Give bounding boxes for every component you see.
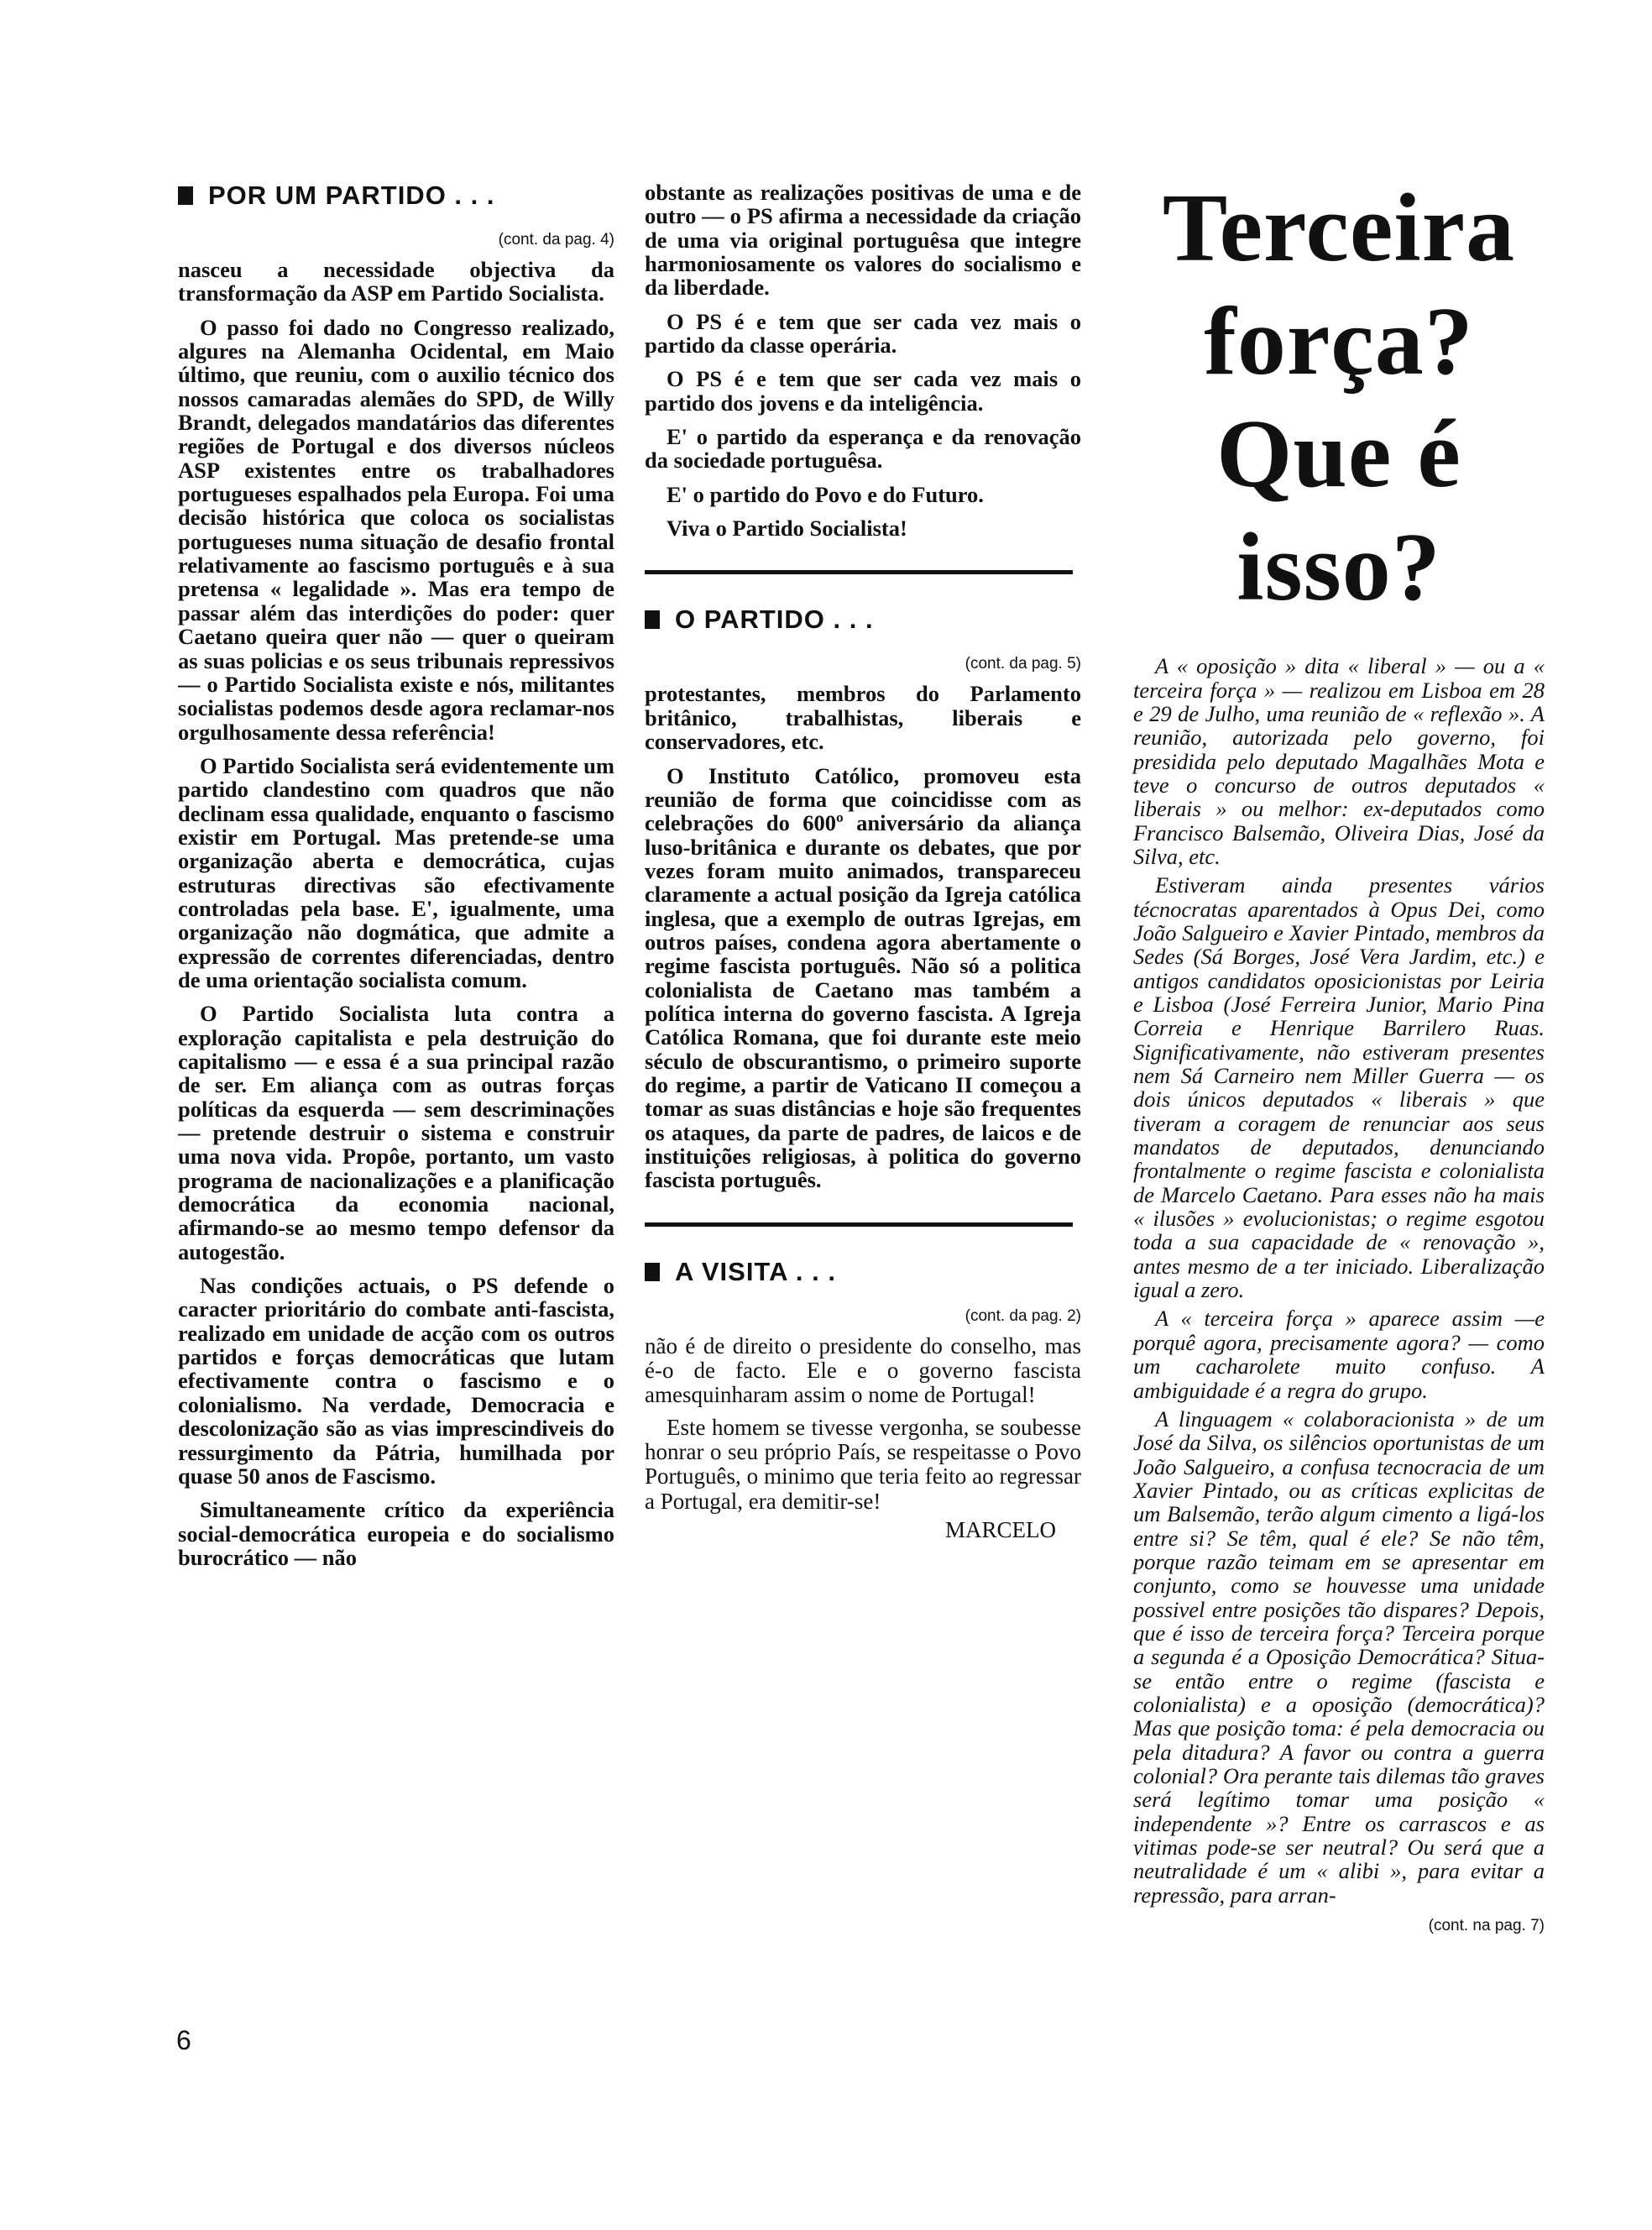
continuation-note: (cont. da pag. 5) (965, 655, 1081, 673)
article-heading: O PARTIDO . . . (675, 605, 874, 635)
paragraph: nasceu a necessidade objectiva da transformação da ASP em Partido Socialista. (178, 257, 614, 306)
paragraph: O Partido Socialista luta contra a exploração capitalista e pela destruição do capitalismo — e essa é a sua principal razão de ser. Em aliança com as outras forças políticas da esquerda — sem descriminações — pretende destruir o sistema e construir uma nova vida. Propôe, portanto, um vasto programa de nacionalizações e a planificação democrática da economia nacional, afirmando-se ao mesmo tempo defensor da autogestão. (178, 1001, 614, 1264)
square-bullet-icon (645, 1263, 660, 1281)
page-number: 6 (176, 2025, 191, 2055)
signature: MARCELO (944, 1516, 1056, 1542)
paragraph: O Partido Socialista será evidentemente um partido clandestino com quadros que não declinam essa qualidade, enquanto o fascismo existir em Portugal. Mas pretende-se uma organização aberta e democrática, cujas estruturas directivas são efectivamente controladas pela base. E', igualmente, uma organização não dogmática, que admite a expressão de correntes diferenciadas, dentro de uma orientação socialista comum. (178, 752, 614, 992)
article-heading: A VISITA . . . (675, 1256, 836, 1286)
headline-line: força? (1204, 287, 1474, 395)
continuation-note: (cont. na pag. 7) (1428, 1917, 1545, 1935)
paragraph: Estiveram ainda presentes vários técnocratas aparentados à Opus Dei, como João Salgueiro e Xavier Pintado, membros da Sedes (Sá Borges, José Vera Jardim, etc.) e antigos candidatos oposicionistas por Leiria e Lisboa (José Ferreira Junior, Mario Pina Correia e Henrique Barrilero Ruas. Significativamente, não estiveram presentes nem Sá Carneiro nem Miller Guerra — os dois únicos deputados « liberais » que tiveram a coragem de renunciar aos seus mandatos de deputados, denunciando frontalmente o regime fascista e colonialista de Marcelo Caetano. Para esses não ha mais « ilusões » evolucionistas; o regime esgotou toda a sua capacidade de « renovação », antes mesmo de a ter iniciado. Liberalização igual a zero. (1133, 872, 1545, 1303)
paragraph: Simultaneamente crítico da experiência social-democrática europeia e do socialismo burocrático — não (178, 1497, 614, 1570)
article-body (1133, 654, 1545, 1907)
middle-column (645, 181, 1081, 1543)
paragraph: O PS é e tem que ser cada vez mais o partido da classe operária. (645, 308, 1081, 359)
paragraph: não é de direito o presidente do conselho, mas é-o de facto. Ele e o governo fascista amesquinharam assim o nome de Portugal! (645, 1332, 1081, 1407)
article-heading: POR UM PARTIDO . . . (208, 181, 495, 210)
square-bullet-icon (178, 186, 193, 205)
headline-line: Que é isso? (1216, 400, 1461, 621)
paragraph: E' o partido do Povo e do Futuro. (667, 481, 984, 507)
headline (1133, 172, 1545, 624)
article-terceira-forca (1133, 172, 1545, 1944)
section-heading (178, 181, 614, 211)
headline-line: Terceira (1162, 175, 1516, 282)
paragraph: A linguagem « colaboracionista » de um José da Silva, os silêncios oportunistas de um João Salgueiro, a confusa tecnocracia de um Xavier Pintado, ou as críticas explicitas de um Balsemão, terão algum cimento a ligá-los entre si? Se têm, qual é ele? Se não têm, porque razão teimam em se apresentar em conjunto, como se houvesse uma unidade possivel entre posições tão dispares? Depois, que é isso de terceira força? Terceira porque a segunda é a Oposição Democrática? Situa-se então entre o regime (fascista e colonialista) e a oposição (democrática)? Mas que posição toma: é pela democracia ou pela ditadura? A favor ou contra a guerra colonial? Ora perante tais dilemas tão graves será legítimo tomar uma posição « independente »? Entre os carrascos e as vitimas pode-se ser neutral? Ou será que a neutralidade é um « alibi », para evitar a repressão, para arran- (1133, 1406, 1545, 1908)
paragraph: obstante as realizações positivas de uma e de outro — o PS afirma a necessidade da criação de uma via original portuguêsa que integre harmoniosamente os valores do socialismo e da liberdade. (645, 180, 1081, 301)
section-heading (645, 605, 1081, 635)
article-body (645, 1334, 1081, 1514)
paragraph: A « terceira força » aparece assim —e porquê agora, precisamente agora? — como um cacharolete muito confuso. A ambiguidade é a regra do grupo. (1133, 1306, 1545, 1403)
continuation-note: (cont. da pag. 2) (965, 1306, 1081, 1325)
paragraph: Viva o Partido Socialista! (667, 516, 907, 542)
article-body (645, 682, 1081, 1191)
section-divider (645, 570, 1073, 574)
square-bullet-icon (645, 610, 660, 629)
paragraph: Este homem se tivesse vergonha, se soubesse honrar o seu próprio País, se respeitasse o Povo Português, o minimo que teria feito ao regressar a Portugal, era demitir-se! (645, 1415, 1081, 1514)
paragraph: O Instituto Católico, promoveu esta reunião de forma que coincidisse com as celebrações do 600º aniversário da aliança luso-britânica e durante os debates, que por vezes foram muito animados, transpareceu claramente a actual posição da Igreja católica inglesa, que a exemplo de outras Igrejas, em outros países, condena agora abertamente o regime fascista português. Não só a politica colonialista de Caetano mas também a política interna do governo fascista. A Igreja Católica Romana, que foi durante este meio século de obscurantismo, o primeiro suporte do regime, a partir de Vaticano II começou a tomar as suas distâncias e hoje são frequentes os ataques, da parte de padres, de laicos e de instituições religiosas, à politica do governo fascista português. (645, 762, 1081, 1193)
paragraph: O PS é e tem que ser cada vez mais o partido dos jovens e da inteligência. (645, 366, 1081, 416)
paragraph: E' o partido da esperança e da renovação da sociedade portuguêsa. (645, 424, 1081, 474)
paragraph: protestantes, membros do Parlamento britânico, trabalhistas, liberais e conservadores, etc. (645, 681, 1081, 755)
article-a-visita (645, 1257, 1081, 1543)
paragraph: O passo foi dado no Congresso realizado, algures na Alemanha Ocidental, em Maio último, que reuniu, com o auxilio técnico dos nossos camaradas alemães do SPD, de Willy Brandt, delegados mandatários das diferentes regiões de Portugal e dos diversos núcleos ASP existentes entre os trabalhadores portugueses espalhados pela Europa. Foi uma decisão histórica que coloca os socialistas portugueses numa situação de desafio frontal relativamente ao fascismo português e à sua pretensa « legalidade ». Mas era tempo de passar além das interdições do poder: quer Caetano queira quer não — quer o queiram as suas policias e os seus tribunais repressivos — o Partido Socialista existe e nós, militantes socialistas podemos desde agora reclamar-nos orgulhosamente dessa referência! (178, 314, 614, 745)
article-o-partido (645, 605, 1081, 1191)
paragraph: Nas condições actuais, o PS defende o caracter prioritário do combate anti-fascista, realizado em unidade de acção com os outros partidos e forças democráticas que lutam efectivamente contra o fascismo e o colonialismo. Na verdade, Democracia e descolonização são as vias imprescindiveis do ressurgimento da Pátria, humilhada por quase 50 anos de Fascismo. (178, 1273, 614, 1489)
article-por-um-partido (178, 181, 614, 1569)
section-heading (645, 1257, 1081, 1287)
article-body (178, 258, 614, 1569)
section-divider (645, 1222, 1073, 1227)
paragraph: A « oposição » dita « liberal » — ou a « terceira força » — realizou em Lisboa em 28 e 29 de Julho, uma reunião de « reflexão ». A reunião, autorizada pelo governo, foi presidida pelo deputado Magalhães Mota e teve o concurso de outros deputados « liberais » ou melhor: ex-deputados como Francisco Balsemão, Oliveira Dias, José da Silva, etc. (1133, 653, 1545, 869)
article-body-continued (645, 181, 1081, 540)
continuation-note: (cont. da pag. 4) (498, 231, 614, 249)
